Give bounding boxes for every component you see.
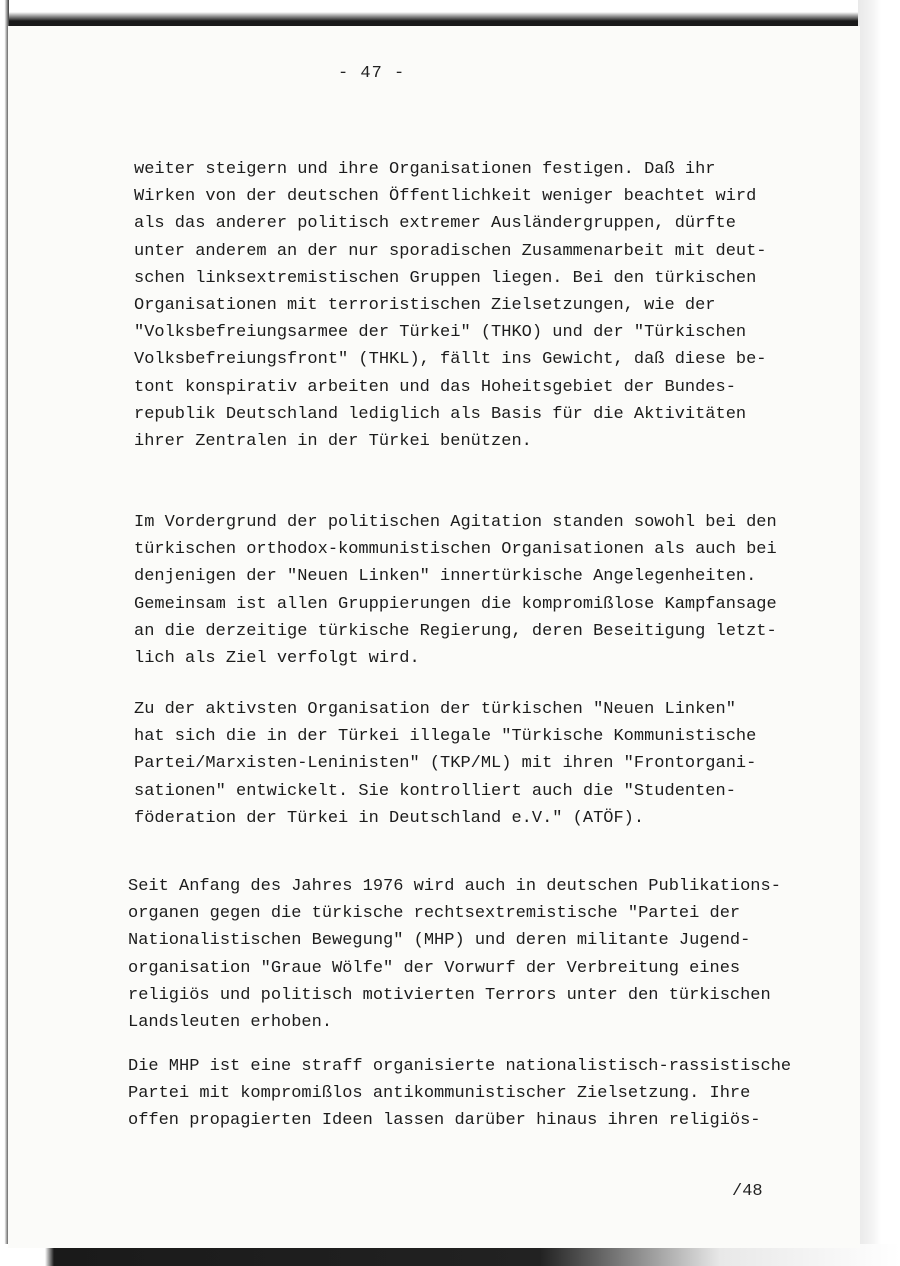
- page-number: - 47 -: [338, 64, 406, 83]
- paragraph-5: Die MHP ist eine straff organisierte nationalistisch-rassistische Partei mit kompromißlos antikommunistischer Zielsetzung. Ihre offen propagierten Ideen lassen darüber hinaus ihren religiös-: [128, 1057, 792, 1131]
- paragraph-2: Im Vordergrund der politischen Agitation standen sowohl bei den türkischen orthodox-kommunistischen Organisationen als auch bei denjenigen der "Neuen Linken" innertürkische Angelegenheiten. Gemeinsam ist allen Gruppierungen die kompromißlose Kampfansage an die derzeitige türkische Regierung, deren Beseitigung letzt- lich als Ziel verfolgt wird.: [134, 513, 777, 669]
- document-page: [8, 26, 860, 1248]
- paragraph-4: Seit Anfang des Jahres 1976 wird auch in deutschen Publikations- organen gegen die türkische rechtsextremistische "Partei der Nationalistischen Bewegung" (MHP) und deren militante Jugend- organisation "Graue Wölfe" der Vorwurf der Verbreitung eines religiös und politisch motivierten Terrors unter den türkischen Landsleuten erhoben.: [128, 877, 781, 1033]
- next-page-marker: /48: [732, 1182, 763, 1201]
- paragraph-3: Zu der aktivsten Organisation der türkischen "Neuen Linken" hat sich die in der Türkei illegale "Türkische Kommunistische Partei/Marxisten-Leninisten" (TKP/ML) mit ihren "Frontorgani- sationen" entwickelt. Sie kontrolliert auch die "Studenten- föderation der Türkei in Deutschland e.V." (ATÖF).: [134, 700, 757, 828]
- paragraph-1: weiter steigern und ihre Organisationen festigen. Daß ihr Wirken von der deutschen Öffentlichkeit weniger beachtet wird als das anderer politisch extremer Ausländergruppen, dürfte unter anderem an der nur sporadischen Zusammenarbeit mit deut- schen linksextremistischen Gruppen liegen. Bei den türkischen Organisationen mit terroristischen Zielsetzungen, wie der "Volksbefreiungsarmee der Türkei" (THKO) und der "Türkischen Volksbefreiungsfront" (THKL), fällt ins Gewicht, daß diese be- tont konspirativ arbeiten und das Hoheitsgebiet der Bundes- republik Deutschland lediglich als Basis für die Aktivitäten ihrer Zentralen in der Türkei benützen.: [134, 160, 767, 452]
- scan-edge-right: [858, 0, 900, 1266]
